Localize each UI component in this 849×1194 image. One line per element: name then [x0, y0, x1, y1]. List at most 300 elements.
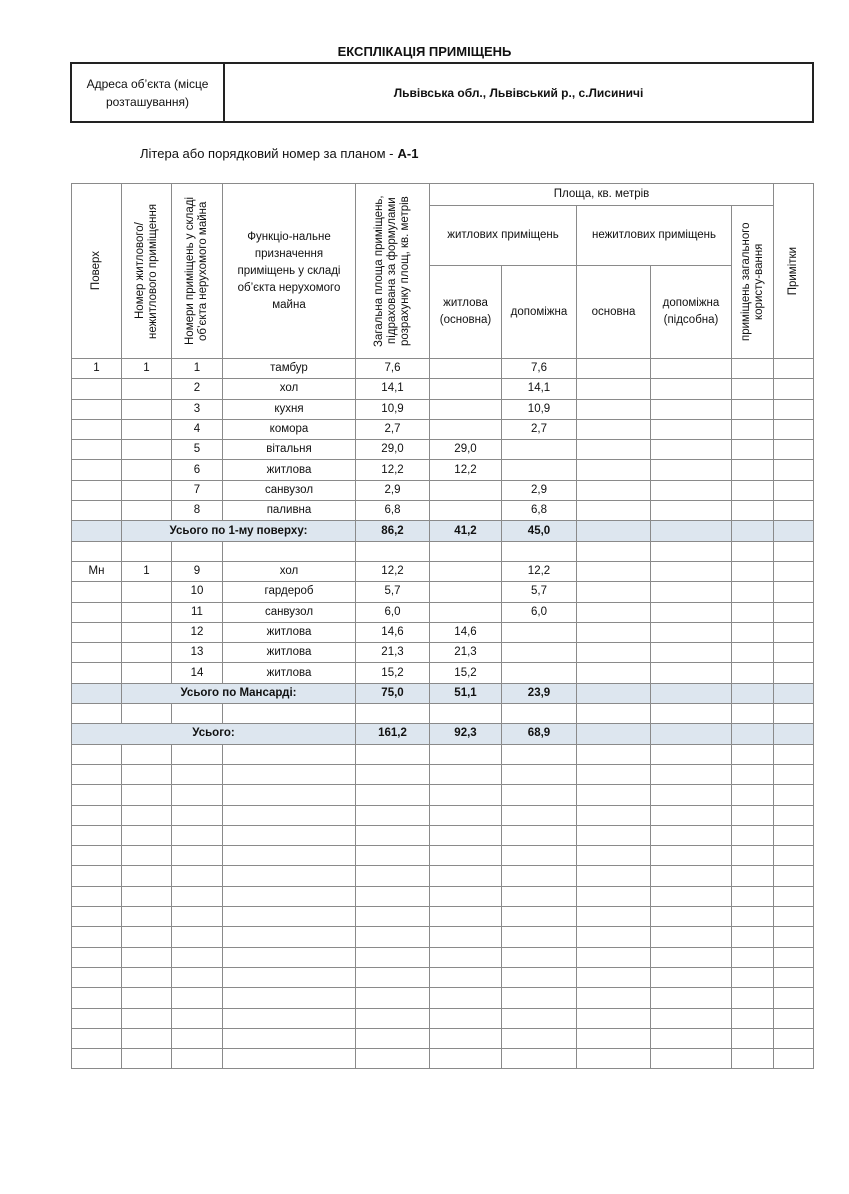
- cell-function: хол: [223, 561, 356, 581]
- header-unit-no: Номер житлового/ нежитлового приміщення: [122, 184, 172, 359]
- cell-nonliving-aux: [651, 541, 732, 561]
- cell-function: житлова: [223, 622, 356, 642]
- table-row: [72, 399, 814, 419]
- empty-row: [72, 967, 814, 987]
- cell-total: 2,7: [356, 419, 430, 439]
- cell-floor: [72, 521, 122, 541]
- cell-living-main: [430, 704, 502, 724]
- cell-unit-no: [122, 927, 172, 947]
- cell-living-aux: [502, 764, 577, 784]
- cell-total: [356, 866, 430, 886]
- cell-total: 161,2: [356, 724, 430, 744]
- cell-function: [223, 805, 356, 825]
- cell-living-aux: [502, 866, 577, 886]
- document-title: ЕКСПЛІКАЦІЯ ПРИМІЩЕНЬ: [337, 44, 512, 59]
- cell-living-main: [430, 480, 502, 500]
- cell-nonliving-main: [577, 846, 651, 866]
- cell-common: [732, 704, 774, 724]
- cell-nonliving-main: [577, 1049, 651, 1069]
- header-living-aux: допоміжна: [502, 266, 577, 359]
- cell-nonliving-aux: [651, 1028, 732, 1048]
- cell-notes: [774, 399, 814, 419]
- cell-total: 15,2: [356, 663, 430, 683]
- cell-room-no: 7: [172, 480, 223, 500]
- cell-nonliving-aux: [651, 785, 732, 805]
- cell-floor: [72, 1028, 122, 1048]
- cell-common: [732, 622, 774, 642]
- cell-unit-no: [122, 501, 172, 521]
- cell-living-aux: 14,1: [502, 379, 577, 399]
- cell-floor: [72, 460, 122, 480]
- empty-row: [72, 907, 814, 927]
- cell-floor: [72, 643, 122, 663]
- cell-room-no: 9: [172, 561, 223, 581]
- cell-living-main: [430, 825, 502, 845]
- cell-living-main: [430, 886, 502, 906]
- cell-unit-no: [122, 967, 172, 987]
- table-row: [72, 501, 814, 521]
- cell-living-aux: [502, 927, 577, 947]
- cell-function: [223, 1049, 356, 1069]
- cell-total: 29,0: [356, 440, 430, 460]
- cell-floor: [72, 663, 122, 683]
- cell-living-aux: [502, 907, 577, 927]
- cell-living-main: 15,2: [430, 663, 502, 683]
- cell-nonliving-main: [577, 521, 651, 541]
- cell-notes: [774, 907, 814, 927]
- table-row: [72, 582, 814, 602]
- header-notes: Примітки: [774, 184, 814, 359]
- empty-row: [72, 805, 814, 825]
- cell-nonliving-main: [577, 907, 651, 927]
- cell-nonliving-aux: [651, 947, 732, 967]
- cell-function: комора: [223, 419, 356, 439]
- cell-total: [356, 967, 430, 987]
- cell-notes: [774, 622, 814, 642]
- cell-living-aux: [502, 1028, 577, 1048]
- cell-nonliving-aux: [651, 521, 732, 541]
- cell-unit-no: [122, 988, 172, 1008]
- cell-living-aux: 6,8: [502, 501, 577, 521]
- table-row: [72, 359, 814, 379]
- cell-living-main: [430, 947, 502, 967]
- cell-living-main: [430, 764, 502, 784]
- cell-nonliving-main: [577, 663, 651, 683]
- cell-floor: [72, 480, 122, 500]
- cell-function: вітальня: [223, 440, 356, 460]
- cell-room-no: [172, 764, 223, 784]
- cell-nonliving-main: [577, 947, 651, 967]
- cell-nonliving-main: [577, 785, 651, 805]
- cell-floor: [72, 866, 122, 886]
- cell-living-aux: [502, 805, 577, 825]
- cell-floor: [72, 541, 122, 561]
- cell-total: [356, 1049, 430, 1069]
- address-box: [70, 62, 814, 123]
- cell-living-main: [430, 1008, 502, 1028]
- cell-notes: [774, 1008, 814, 1028]
- cell-nonliving-aux: [651, 967, 732, 987]
- cell-living-aux: [502, 988, 577, 1008]
- cell-common: [732, 927, 774, 947]
- cell-room-no: 2: [172, 379, 223, 399]
- cell-notes: [774, 805, 814, 825]
- cell-unit-no: [122, 785, 172, 805]
- cell-room-no: [172, 1028, 223, 1048]
- cell-common: [732, 764, 774, 784]
- cell-living-aux: [502, 704, 577, 724]
- cell-function: паливна: [223, 501, 356, 521]
- cell-common: [732, 541, 774, 561]
- cell-function: [223, 886, 356, 906]
- cell-notes: [774, 501, 814, 521]
- cell-floor: [72, 704, 122, 724]
- empty-row: [72, 744, 814, 764]
- cell-nonliving-aux: [651, 805, 732, 825]
- address-label: Адреса об’єкта (місце розташування): [72, 64, 225, 121]
- cell-living-aux: [502, 440, 577, 460]
- cell-living-aux: 7,6: [502, 359, 577, 379]
- cell-common: [732, 724, 774, 744]
- cell-room-no: [172, 846, 223, 866]
- cell-room-no: 12: [172, 622, 223, 642]
- cell-function: [223, 927, 356, 947]
- cell-nonliving-aux: [651, 1049, 732, 1069]
- table-row: [72, 704, 814, 724]
- cell-total: [356, 764, 430, 784]
- cell-room-no: [172, 785, 223, 805]
- cell-living-aux: [502, 744, 577, 764]
- empty-row: [72, 1008, 814, 1028]
- cell-nonliving-main: [577, 724, 651, 744]
- cell-nonliving-main: [577, 419, 651, 439]
- cell-nonliving-main: [577, 805, 651, 825]
- cell-notes: [774, 967, 814, 987]
- cell-nonliving-main: [577, 582, 651, 602]
- cell-room-no: [172, 805, 223, 825]
- cell-room-no: 11: [172, 602, 223, 622]
- cell-nonliving-aux: [651, 379, 732, 399]
- cell-notes: [774, 480, 814, 500]
- cell-living-aux: 10,9: [502, 399, 577, 419]
- cell-function: санвузол: [223, 480, 356, 500]
- cell-living-aux: [502, 785, 577, 805]
- cell-unit-no: [122, 704, 172, 724]
- cell-common: [732, 744, 774, 764]
- cell-notes: [774, 704, 814, 724]
- cell-nonliving-aux: [651, 886, 732, 906]
- cell-living-aux: [502, 825, 577, 845]
- cell-total: [356, 1008, 430, 1028]
- cell-unit-no: [122, 866, 172, 886]
- cell-nonliving-main: [577, 359, 651, 379]
- cell-nonliving-aux: [651, 907, 732, 927]
- empty-row: [72, 988, 814, 1008]
- cell-notes: [774, 947, 814, 967]
- cell-room-no: [172, 1008, 223, 1028]
- cell-common: [732, 866, 774, 886]
- cell-living-main: [430, 501, 502, 521]
- cell-function: [223, 866, 356, 886]
- cell-nonliving-aux: [651, 825, 732, 845]
- empty-row: [72, 866, 814, 886]
- cell-notes: [774, 724, 814, 744]
- cell-living-aux: 23,9: [502, 683, 577, 703]
- cell-floor: [72, 1049, 122, 1069]
- cell-nonliving-aux: [651, 480, 732, 500]
- litera-value: А-1: [397, 146, 419, 161]
- cell-floor: [72, 744, 122, 764]
- cell-notes: [774, 825, 814, 845]
- cell-common: [732, 886, 774, 906]
- cell-notes: [774, 886, 814, 906]
- cell-living-aux: 6,0: [502, 602, 577, 622]
- cell-common: [732, 907, 774, 927]
- table-row: [72, 460, 814, 480]
- cell-floor: [72, 988, 122, 1008]
- cell-nonliving-aux: [651, 744, 732, 764]
- cell-nonliving-aux: [651, 643, 732, 663]
- cell-total: 12,2: [356, 460, 430, 480]
- cell-common: [732, 1008, 774, 1028]
- cell-function: [223, 988, 356, 1008]
- cell-living-aux: 5,7: [502, 582, 577, 602]
- cell-living-main: 21,3: [430, 643, 502, 663]
- cell-total: 21,3: [356, 643, 430, 663]
- table-row: [72, 663, 814, 683]
- cell-room-no: [172, 947, 223, 967]
- cell-nonliving-aux: [651, 683, 732, 703]
- cell-function: [223, 967, 356, 987]
- cell-unit-no: [122, 907, 172, 927]
- cell-living-main: [430, 744, 502, 764]
- cell-total: 5,7: [356, 582, 430, 602]
- table-row: [72, 622, 814, 642]
- cell-nonliving-aux: [651, 866, 732, 886]
- cell-nonliving-main: [577, 1008, 651, 1028]
- cell-function: житлова: [223, 663, 356, 683]
- cell-unit-no: [122, 744, 172, 764]
- cell-floor: Мн: [72, 561, 122, 581]
- cell-nonliving-aux: [651, 927, 732, 947]
- cell-common: [732, 480, 774, 500]
- cell-living-aux: [502, 1008, 577, 1028]
- cell-notes: [774, 764, 814, 784]
- cell-common: [732, 988, 774, 1008]
- cell-room-no: [172, 744, 223, 764]
- cell-common: [732, 967, 774, 987]
- cell-common: [732, 521, 774, 541]
- cell-floor: [72, 825, 122, 845]
- cell-notes: [774, 582, 814, 602]
- cell-living-main: [430, 419, 502, 439]
- cell-room-no: 3: [172, 399, 223, 419]
- address-value: Львівська обл., Львівський р., с.Лисиничі: [393, 85, 644, 100]
- cell-function: хол: [223, 379, 356, 399]
- cell-living-aux: [502, 622, 577, 642]
- cell-nonliving-aux: [651, 704, 732, 724]
- header-common: приміщень загального користу-вання: [732, 206, 774, 359]
- cell-nonliving-aux: [651, 460, 732, 480]
- cell-unit-no: [122, 805, 172, 825]
- cell-nonliving-main: [577, 683, 651, 703]
- header-total: Загальна площа приміщень, підрахована за формулами розрахунку площ, кв. метрів: [356, 184, 430, 359]
- subtotal-label: Усього по 1-му поверху:: [122, 521, 356, 541]
- cell-total: [356, 1028, 430, 1048]
- cell-room-no: 13: [172, 643, 223, 663]
- cell-living-main: [430, 379, 502, 399]
- header-area: Площа, кв. метрів: [430, 184, 774, 206]
- cell-notes: [774, 379, 814, 399]
- header-nonliving: нежитлових приміщень: [577, 206, 732, 266]
- cell-function: [223, 825, 356, 845]
- cell-common: [732, 561, 774, 581]
- cell-nonliving-main: [577, 988, 651, 1008]
- header-living: житлових приміщень: [430, 206, 577, 266]
- cell-notes: [774, 683, 814, 703]
- cell-nonliving-aux: [651, 663, 732, 683]
- cell-living-aux: 2,7: [502, 419, 577, 439]
- table-row: [72, 379, 814, 399]
- cell-common: [732, 501, 774, 521]
- cell-unit-no: [122, 440, 172, 460]
- cell-unit-no: [122, 1008, 172, 1028]
- cell-common: [732, 460, 774, 480]
- cell-function: [223, 541, 356, 561]
- subtotal-row: [72, 724, 814, 744]
- cell-common: [732, 582, 774, 602]
- cell-total: [356, 846, 430, 866]
- cell-total: [356, 704, 430, 724]
- cell-unit-no: [122, 663, 172, 683]
- cell-function: кухня: [223, 399, 356, 419]
- cell-nonliving-main: [577, 764, 651, 784]
- cell-living-aux: [502, 663, 577, 683]
- cell-room-no: [172, 1049, 223, 1069]
- empty-row: [72, 785, 814, 805]
- cell-nonliving-main: [577, 440, 651, 460]
- cell-notes: [774, 359, 814, 379]
- table-row: [72, 480, 814, 500]
- empty-row: [72, 886, 814, 906]
- cell-living-main: [430, 1028, 502, 1048]
- cell-nonliving-aux: [651, 1008, 732, 1028]
- cell-nonliving-aux: [651, 582, 732, 602]
- cell-unit-no: [122, 419, 172, 439]
- cell-common: [732, 1049, 774, 1069]
- cell-living-aux: [502, 460, 577, 480]
- subtotal-label: Усього по Мансарді:: [122, 683, 356, 703]
- cell-room-no: [172, 886, 223, 906]
- total-label: Усього:: [72, 724, 356, 744]
- table-row: [72, 643, 814, 663]
- cell-unit-no: 1: [122, 359, 172, 379]
- cell-notes: [774, 643, 814, 663]
- cell-nonliving-main: [577, 399, 651, 419]
- cell-room-no: [172, 866, 223, 886]
- cell-common: [732, 663, 774, 683]
- litera-line: [140, 146, 418, 161]
- cell-living-main: [430, 399, 502, 419]
- cell-room-no: 1: [172, 359, 223, 379]
- cell-nonliving-main: [577, 501, 651, 521]
- cell-room-no: [172, 704, 223, 724]
- cell-nonliving-main: [577, 704, 651, 724]
- cell-total: 6,8: [356, 501, 430, 521]
- cell-nonliving-aux: [651, 602, 732, 622]
- cell-nonliving-main: [577, 927, 651, 947]
- cell-total: 14,6: [356, 622, 430, 642]
- cell-room-no: 4: [172, 419, 223, 439]
- cell-living-main: [430, 359, 502, 379]
- cell-nonliving-main: [577, 480, 651, 500]
- cell-floor: [72, 927, 122, 947]
- cell-total: [356, 805, 430, 825]
- cell-common: [732, 359, 774, 379]
- header-floor: Поверх: [72, 184, 122, 359]
- cell-room-no: 5: [172, 440, 223, 460]
- cell-living-main: [430, 1049, 502, 1069]
- cell-room-no: [172, 825, 223, 845]
- subtotal-row: [72, 683, 814, 703]
- cell-room-no: [172, 988, 223, 1008]
- cell-total: [356, 825, 430, 845]
- cell-nonliving-aux: [651, 988, 732, 1008]
- cell-living-aux: [502, 846, 577, 866]
- cell-total: [356, 744, 430, 764]
- cell-function: житлова: [223, 643, 356, 663]
- cell-floor: [72, 582, 122, 602]
- cell-total: 10,9: [356, 399, 430, 419]
- cell-notes: [774, 785, 814, 805]
- cell-function: [223, 785, 356, 805]
- cell-function: житлова: [223, 460, 356, 480]
- cell-nonliving-main: [577, 886, 651, 906]
- cell-total: [356, 927, 430, 947]
- cell-total: [356, 907, 430, 927]
- cell-floor: 1: [72, 359, 122, 379]
- empty-row: [72, 846, 814, 866]
- cell-nonliving-aux: [651, 419, 732, 439]
- cell-living-main: [430, 927, 502, 947]
- cell-floor: [72, 501, 122, 521]
- litera-label: Літера або порядковий номер за планом -: [140, 146, 394, 161]
- cell-nonliving-aux: [651, 764, 732, 784]
- cell-floor: [72, 886, 122, 906]
- cell-notes: [774, 1049, 814, 1069]
- cell-unit-no: [122, 480, 172, 500]
- table-row: [72, 440, 814, 460]
- cell-unit-no: [122, 1049, 172, 1069]
- cell-living-main: [430, 967, 502, 987]
- cell-living-main: 12,2: [430, 460, 502, 480]
- cell-nonliving-aux: [651, 846, 732, 866]
- cell-living-main: [430, 602, 502, 622]
- cell-living-main: 41,2: [430, 521, 502, 541]
- cell-living-aux: 12,2: [502, 561, 577, 581]
- cell-nonliving-main: [577, 622, 651, 642]
- cell-nonliving-main: [577, 967, 651, 987]
- cell-common: [732, 379, 774, 399]
- cell-floor: [72, 846, 122, 866]
- cell-unit-no: [122, 379, 172, 399]
- cell-nonliving-main: [577, 602, 651, 622]
- cell-unit-no: [122, 764, 172, 784]
- cell-function: [223, 907, 356, 927]
- cell-floor: [72, 967, 122, 987]
- cell-nonliving-main: [577, 744, 651, 764]
- cell-function: тамбур: [223, 359, 356, 379]
